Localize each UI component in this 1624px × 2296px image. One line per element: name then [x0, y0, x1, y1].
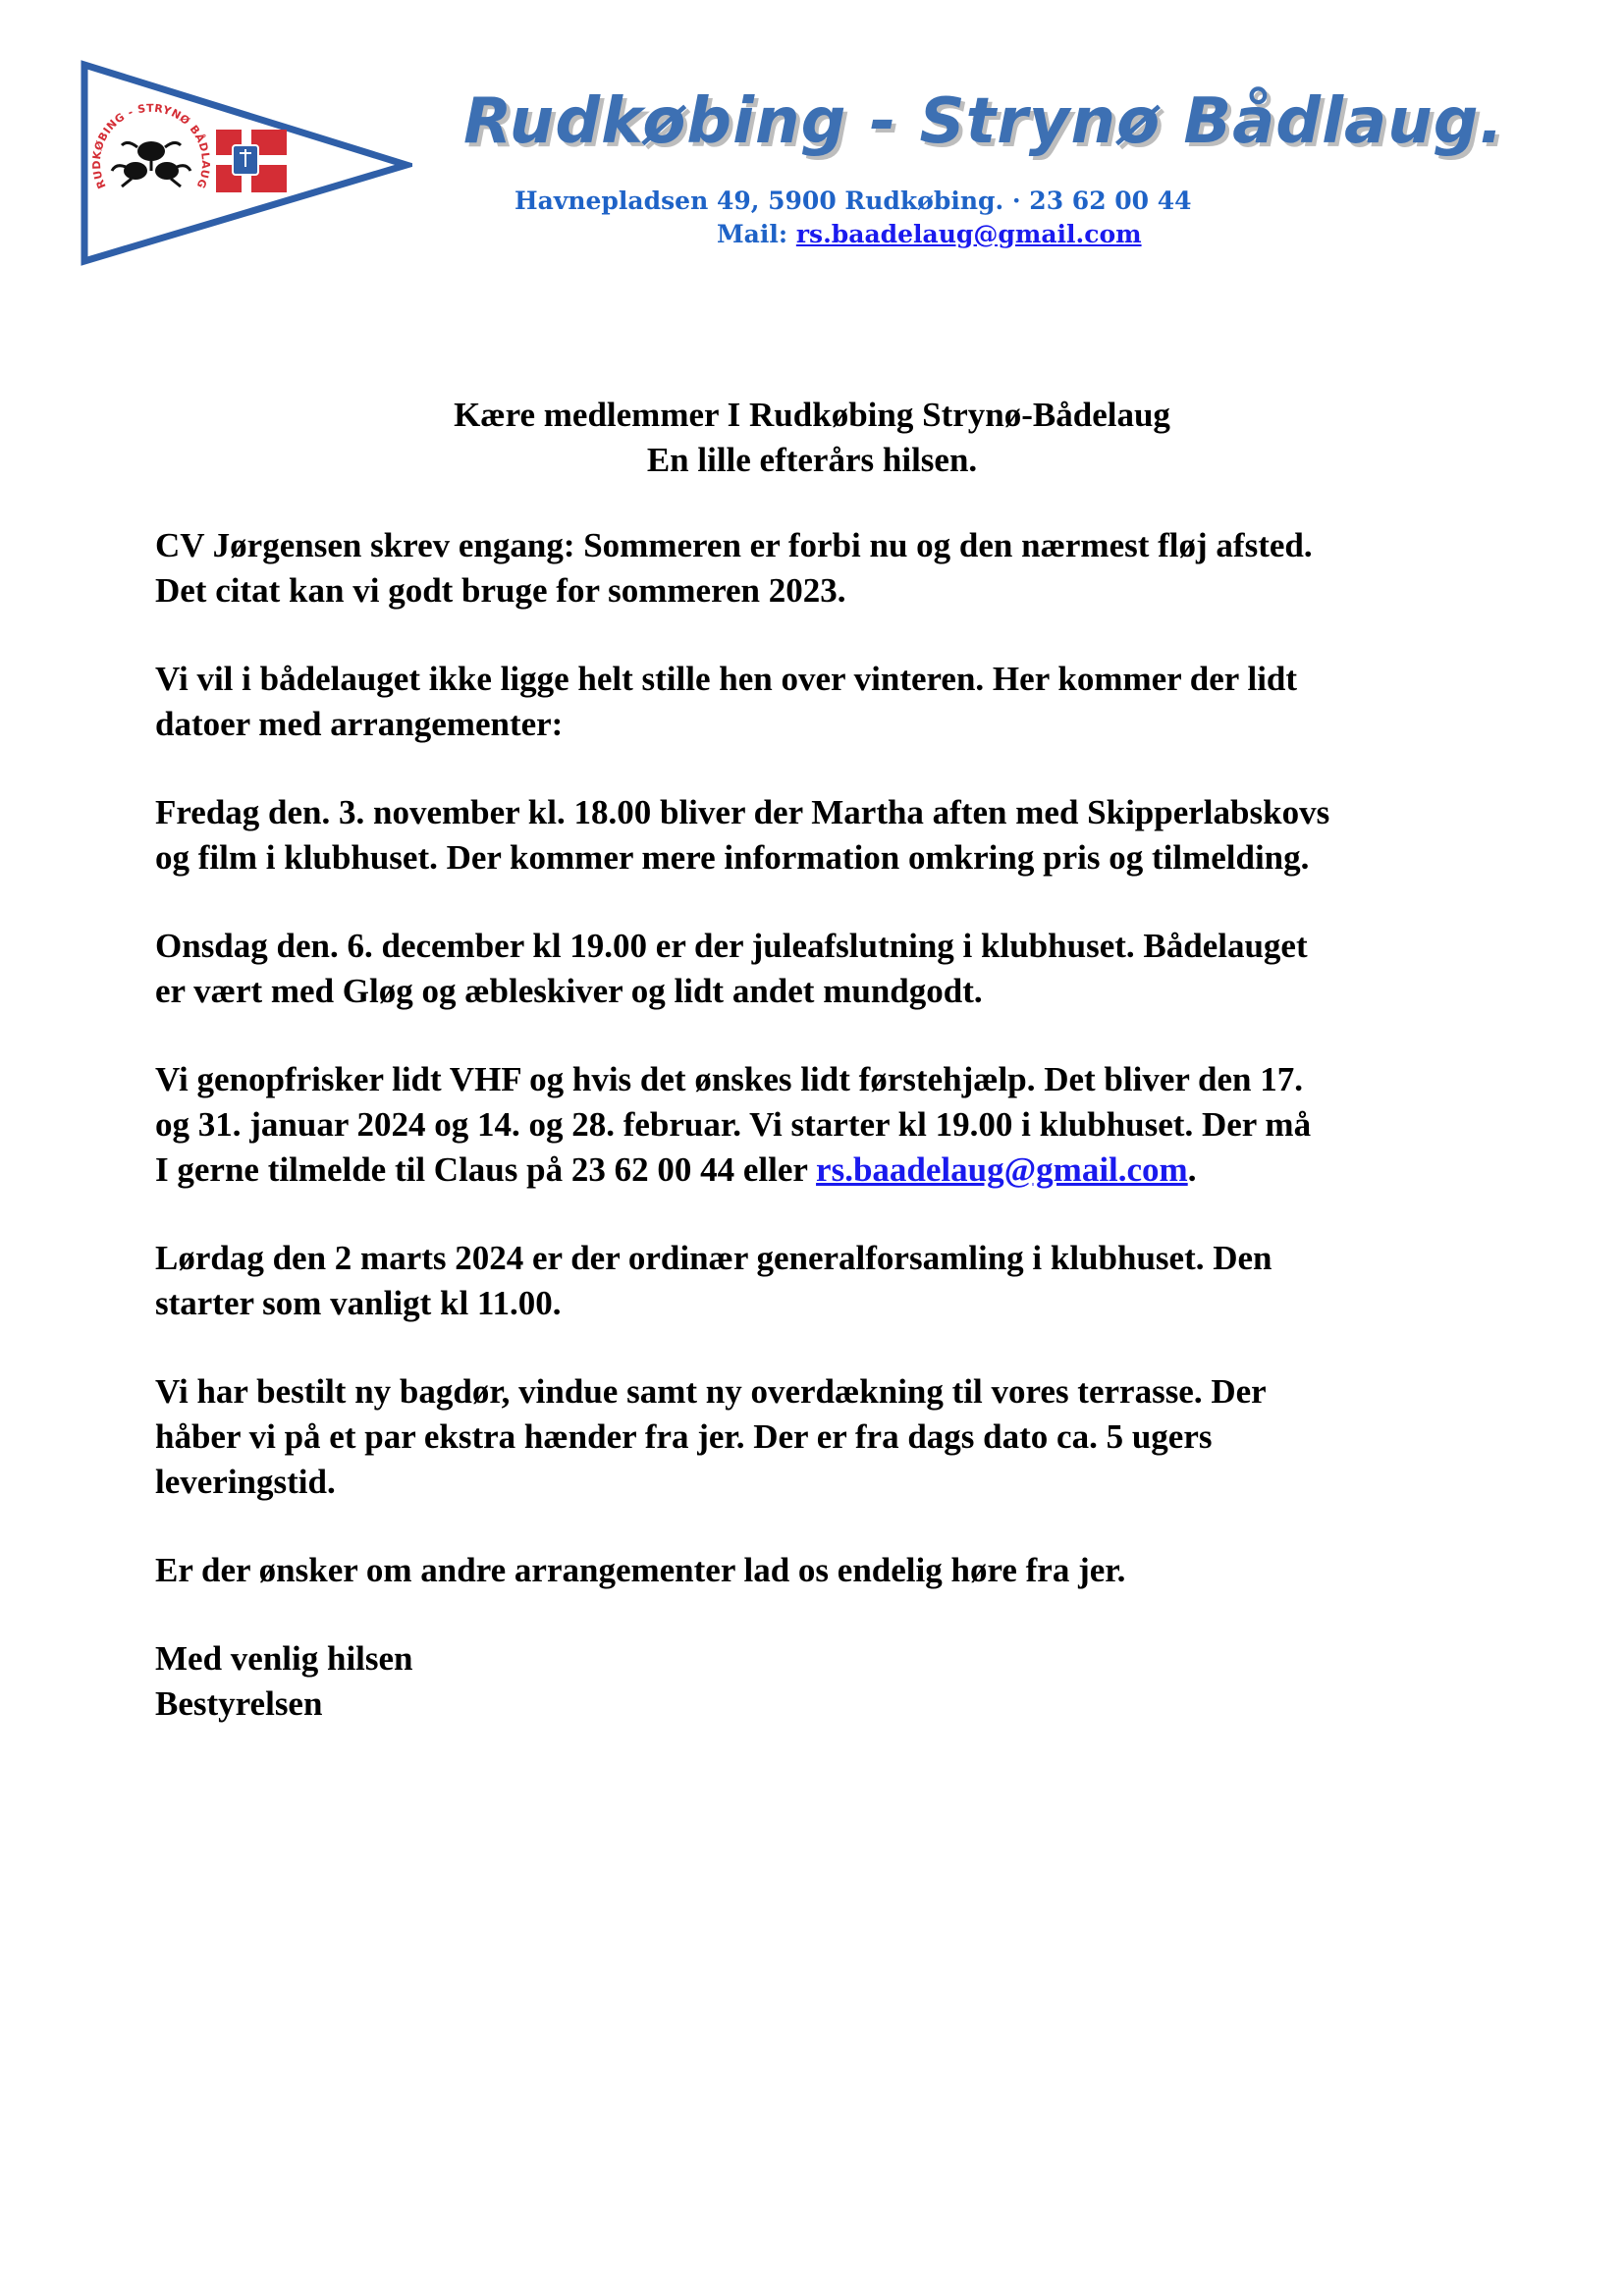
- text-line: Vi vil i bådelauget ikke ligge helt stille hen over vinteren. Her kommer der lidt: [155, 660, 1298, 698]
- mail-label: Mail:: [717, 220, 788, 248]
- letter-greeting: [0, 393, 1624, 483]
- text-line: og film i klubhuset. Der kommer mere information omkring pris og tilmelding.: [155, 838, 1310, 877]
- text-line: Fredag den. 3. november kl. 18.00 bliver der Martha aften med Skipperlabskovs: [155, 793, 1330, 831]
- paragraph-martha-evening: [155, 790, 1530, 881]
- text-line: håber vi på et par ekstra hænder fra jer. Der er fra dags dato ca. 5 ugers: [155, 1417, 1213, 1456]
- paragraph-quote: [155, 523, 1530, 614]
- text-line: og 31. januar 2024 og 14. og 28. februar. Vi starter kl 19.00 i klubhuset. Der må: [155, 1105, 1312, 1144]
- text-line: Lørdag den 2 marts 2024 er der ordinær generalforsamling i klubhuset. Den: [155, 1239, 1272, 1277]
- body-email-link[interactable]: rs.baadelaug@gmail.com: [816, 1150, 1188, 1189]
- text-line: leveringstid.: [155, 1463, 336, 1501]
- text-line: Er der ønsker om andre arrangementer lad os endelig høre fra jer.: [155, 1551, 1126, 1589]
- organization-address: Havnepladsen 49, 5900 Rudkøbing. · 23 62 00 44: [514, 187, 1192, 215]
- paragraph-renovation: [155, 1369, 1530, 1505]
- paragraph-wishes: [155, 1548, 1530, 1593]
- text-line: I gerne tilmelde til Claus på 23 62 00 44 eller: [155, 1150, 817, 1189]
- organization-mail-line: [717, 220, 1142, 248]
- header-email-link[interactable]: rs.baadelaug@gmail.com: [795, 220, 1142, 248]
- paragraph-intro: [155, 657, 1530, 747]
- organization-name: Rudkøbing - Strynø Bådlaug.: [463, 85, 1504, 158]
- paragraph-vhf-course: [155, 1057, 1530, 1193]
- text-line: datoer med arrangementer:: [155, 705, 564, 743]
- paragraph-general-assembly: [155, 1236, 1530, 1326]
- paragraph-christmas: [155, 924, 1530, 1014]
- danish-flag-icon: [216, 130, 287, 192]
- text-line: Onsdag den. 6. december kl 19.00 er der juleafslutning i klubhuset. Bådelauget: [155, 927, 1308, 965]
- letter-closing: [155, 1636, 1530, 1727]
- text-line: Vi har bestilt ny bagdør, vindue samt ny overdækning til vores terrasse. Der: [155, 1372, 1267, 1411]
- letter-body: [155, 523, 1530, 1770]
- closing-line: Med venlig hilsen: [155, 1639, 413, 1678]
- greeting-subtitle: En lille efterårs hilsen.: [646, 441, 978, 479]
- text-line: starter som vanligt kl 11.00.: [155, 1284, 562, 1322]
- text-line: Det citat kan vi godt bruge for sommeren 2023.: [155, 571, 846, 610]
- ring-text: RUDKØBING - STRYNØ BÅDLAUG: [89, 101, 213, 191]
- greeting-line: Kære medlemmer I Rudkøbing Strynø-Bådelaug: [454, 396, 1170, 434]
- text-punctuation: .: [1187, 1150, 1197, 1189]
- club-pennant-logo: [79, 59, 412, 270]
- signature-line: Bestyrelsen: [155, 1684, 323, 1723]
- text-line: Vi genopfrisker lidt VHF og hvis det ønskes lidt førstehjælp. Det bliver den 17.: [155, 1060, 1303, 1098]
- text-line: CV Jørgensen skrev engang: Sommeren er forbi nu og den nærmest fløj afsted.: [155, 526, 1313, 564]
- text-line: er vært med Gløg og æbleskiver og lidt andet mundgodt.: [155, 972, 983, 1010]
